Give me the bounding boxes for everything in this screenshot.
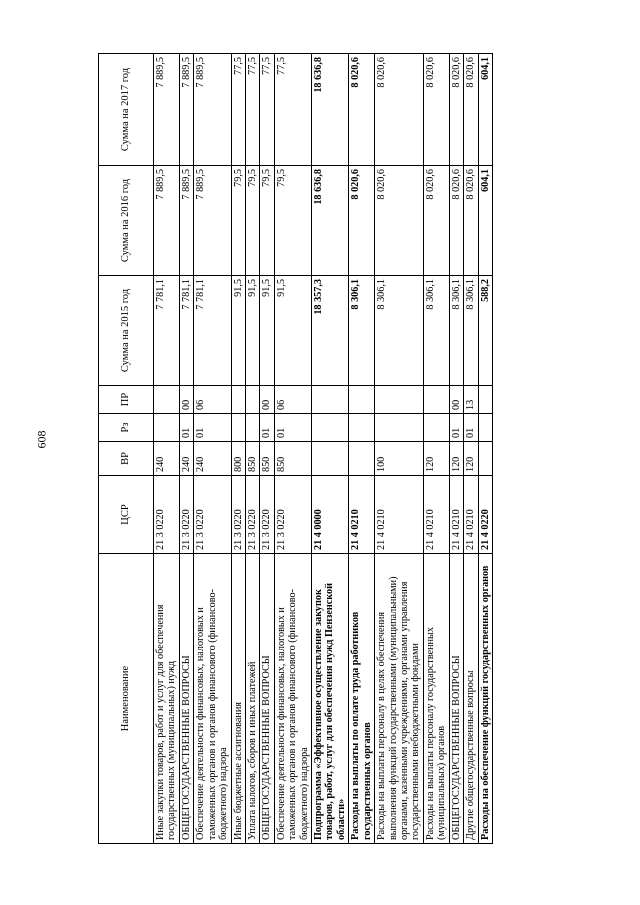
cell-rz: 01 — [449, 414, 463, 442]
cell-sum-2016: 79,5 — [245, 166, 259, 276]
table-row — [478, 54, 492, 844]
cell-vr: 120 — [449, 442, 463, 476]
cell-name: Расходы на выплаты по оплате труда работников государственных органов — [349, 554, 375, 844]
table-row — [245, 54, 259, 844]
header-pr: ПР — [99, 386, 154, 414]
cell-sum-2017: 77,5 — [245, 54, 259, 166]
cell-name: Уплата налогов, сборов и иных платежей — [245, 554, 259, 844]
budget-table — [98, 53, 493, 844]
cell-pr: 00 — [260, 386, 274, 414]
cell-sum-2015: 7 781,1 — [179, 276, 193, 386]
table-row — [423, 54, 449, 844]
table-row — [154, 54, 180, 844]
cell-sum-2016: 8 020,6 — [464, 166, 478, 276]
cell-sum-2016: 7 889,5 — [194, 166, 231, 276]
cell-sum-2017: 7 889,5 — [179, 54, 193, 166]
cell-vr — [312, 442, 349, 476]
cell-vr: 120 — [423, 442, 449, 476]
cell-pr — [423, 386, 449, 414]
cell-pr — [375, 386, 424, 414]
cell-rz — [423, 414, 449, 442]
cell-csr: 21 4 0000 — [312, 476, 349, 554]
cell-pr: 06 — [194, 386, 231, 414]
cell-sum-2015: 8 306,1 — [464, 276, 478, 386]
cell-name: ОБЩЕГОСУДАРСТВЕННЫЕ ВОПРОСЫ — [179, 554, 193, 844]
cell-vr: 850 — [245, 442, 259, 476]
cell-vr: 850 — [274, 442, 311, 476]
cell-pr: 00 — [449, 386, 463, 414]
cell-sum-2015: 8 306,1 — [423, 276, 449, 386]
cell-rz: 01 — [260, 414, 274, 442]
cell-pr — [478, 386, 492, 414]
cell-name: ОБЩЕГОСУДАРСТВЕННЫЕ ВОПРОСЫ — [260, 554, 274, 844]
cell-vr — [478, 442, 492, 476]
cell-pr — [349, 386, 375, 414]
cell-name: Иные закупки товаров, работ и услуг для обеспечения государственных (муниципальных) нужд — [154, 554, 180, 844]
cell-rz — [245, 414, 259, 442]
cell-csr: 21 4 0220 — [478, 476, 492, 554]
cell-sum-2015: 91,5 — [231, 276, 245, 386]
cell-sum-2015: 588,2 — [478, 276, 492, 386]
cell-rz — [349, 414, 375, 442]
cell-name: Подпрограмма «Эффективное осуществление закупок товаров, работ, услуг для обеспечения нужд Пензенской области» — [312, 554, 349, 844]
cell-sum-2017: 7 889,5 — [194, 54, 231, 166]
cell-csr: 21 4 0210 — [349, 476, 375, 554]
cell-vr — [349, 442, 375, 476]
cell-sum-2016: 604,1 — [478, 166, 492, 276]
cell-vr: 240 — [154, 442, 180, 476]
cell-sum-2016: 8 020,6 — [349, 166, 375, 276]
cell-rz — [312, 414, 349, 442]
cell-sum-2016: 79,5 — [260, 166, 274, 276]
cell-sum-2017: 18 636,8 — [312, 54, 349, 166]
table-header-row — [99, 54, 154, 844]
cell-sum-2015: 8 306,1 — [349, 276, 375, 386]
cell-name: ОБЩЕГОСУДАРСТВЕННЫЕ ВОПРОСЫ — [449, 554, 463, 844]
cell-csr: 21 3 0220 — [231, 476, 245, 554]
cell-sum-2016: 8 020,6 — [449, 166, 463, 276]
cell-vr: 120 — [464, 442, 478, 476]
cell-sum-2017: 8 020,6 — [423, 54, 449, 166]
cell-sum-2017: 8 020,6 — [375, 54, 424, 166]
cell-pr — [231, 386, 245, 414]
cell-sum-2017: 604,1 — [478, 54, 492, 166]
cell-sum-2016: 79,5 — [231, 166, 245, 276]
cell-vr: 800 — [231, 442, 245, 476]
header-sum-2015: Сумма на 2015 год — [99, 276, 154, 386]
cell-sum-2015: 18 357,3 — [312, 276, 349, 386]
header-csr: ЦСР — [99, 476, 154, 554]
cell-pr: 00 — [179, 386, 193, 414]
cell-rz — [154, 414, 180, 442]
cell-vr: 240 — [179, 442, 193, 476]
cell-rz — [375, 414, 424, 442]
rotated-table-wrapper — [98, 54, 542, 844]
cell-csr: 21 3 0220 — [260, 476, 274, 554]
cell-csr: 21 3 0220 — [179, 476, 193, 554]
cell-name: Обеспечение деятельности финансовых, налоговых и таможенных органов и органов финансового (финансово-бюджетного) надзора — [274, 554, 311, 844]
table-row — [194, 54, 231, 844]
cell-name: Расходы на выплаты персоналу государственных (муниципальных) органов — [423, 554, 449, 844]
table-row — [349, 54, 375, 844]
cell-rz: 01 — [274, 414, 311, 442]
header-sum-2016: Сумма на 2016 год — [99, 166, 154, 276]
header-rz: Рз — [99, 414, 154, 442]
cell-name: Расходы на обеспечение функций государственных органов — [478, 554, 492, 844]
cell-sum-2015: 8 306,1 — [449, 276, 463, 386]
cell-sum-2017: 8 020,6 — [449, 54, 463, 166]
table-row — [449, 54, 463, 844]
cell-pr — [245, 386, 259, 414]
cell-csr: 21 4 0210 — [375, 476, 424, 554]
cell-sum-2016: 7 889,5 — [154, 166, 180, 276]
table-row — [312, 54, 349, 844]
table-row — [274, 54, 311, 844]
cell-sum-2016: 79,5 — [274, 166, 311, 276]
cell-csr: 21 3 0220 — [274, 476, 311, 554]
table-row — [375, 54, 424, 844]
cell-sum-2017: 77,5 — [260, 54, 274, 166]
cell-csr: 21 3 0220 — [194, 476, 231, 554]
cell-vr: 100 — [375, 442, 424, 476]
table-row — [260, 54, 274, 844]
cell-name: Иные бюджетные ассигнования — [231, 554, 245, 844]
cell-pr — [154, 386, 180, 414]
table-row — [464, 54, 478, 844]
cell-csr: 21 3 0220 — [154, 476, 180, 554]
cell-sum-2016: 8 020,6 — [423, 166, 449, 276]
cell-sum-2017: 7 889,5 — [154, 54, 180, 166]
cell-pr — [312, 386, 349, 414]
cell-pr: 06 — [274, 386, 311, 414]
cell-sum-2015: 8 306,1 — [375, 276, 424, 386]
cell-name: Расходы на выплаты персоналу в целях обеспечения выполнения функций государственными (муниципальными) органами, казенными учреждениями, органами управления государственными внебюджетными фондами — [375, 554, 424, 844]
cell-sum-2017: 77,5 — [231, 54, 245, 166]
cell-sum-2015: 91,5 — [245, 276, 259, 386]
cell-sum-2017: 77,5 — [274, 54, 311, 166]
cell-sum-2015: 91,5 — [260, 276, 274, 386]
cell-csr: 21 4 0210 — [464, 476, 478, 554]
cell-sum-2017: 8 020,6 — [349, 54, 375, 166]
header-vr: ВР — [99, 442, 154, 476]
table-row — [231, 54, 245, 844]
cell-pr: 13 — [464, 386, 478, 414]
cell-sum-2015: 91,5 — [274, 276, 311, 386]
cell-vr: 240 — [194, 442, 231, 476]
cell-rz: 01 — [179, 414, 193, 442]
header-sum-2017: Сумма на 2017 год — [99, 54, 154, 166]
cell-sum-2016: 18 636,8 — [312, 166, 349, 276]
cell-sum-2015: 7 781,1 — [194, 276, 231, 386]
table-row — [179, 54, 193, 844]
cell-name: Обеспечение деятельности финансовых, налоговых и таможенных органов и органов финансового (финансово-бюджетного) надзора — [194, 554, 231, 844]
cell-rz: 01 — [464, 414, 478, 442]
page-number: 608 — [34, 430, 49, 449]
cell-rz: 01 — [194, 414, 231, 442]
cell-sum-2016: 7 889,5 — [179, 166, 193, 276]
cell-sum-2017: 8 020,6 — [464, 54, 478, 166]
cell-sum-2016: 8 020,6 — [375, 166, 424, 276]
cell-rz — [478, 414, 492, 442]
cell-csr: 21 4 0210 — [423, 476, 449, 554]
cell-vr: 850 — [260, 442, 274, 476]
header-name: Наименование — [99, 554, 154, 844]
cell-sum-2015: 7 781,1 — [154, 276, 180, 386]
cell-csr: 21 4 0210 — [449, 476, 463, 554]
cell-name: Другие общегосударственные вопросы — [464, 554, 478, 844]
cell-rz — [231, 414, 245, 442]
cell-csr: 21 3 0220 — [245, 476, 259, 554]
